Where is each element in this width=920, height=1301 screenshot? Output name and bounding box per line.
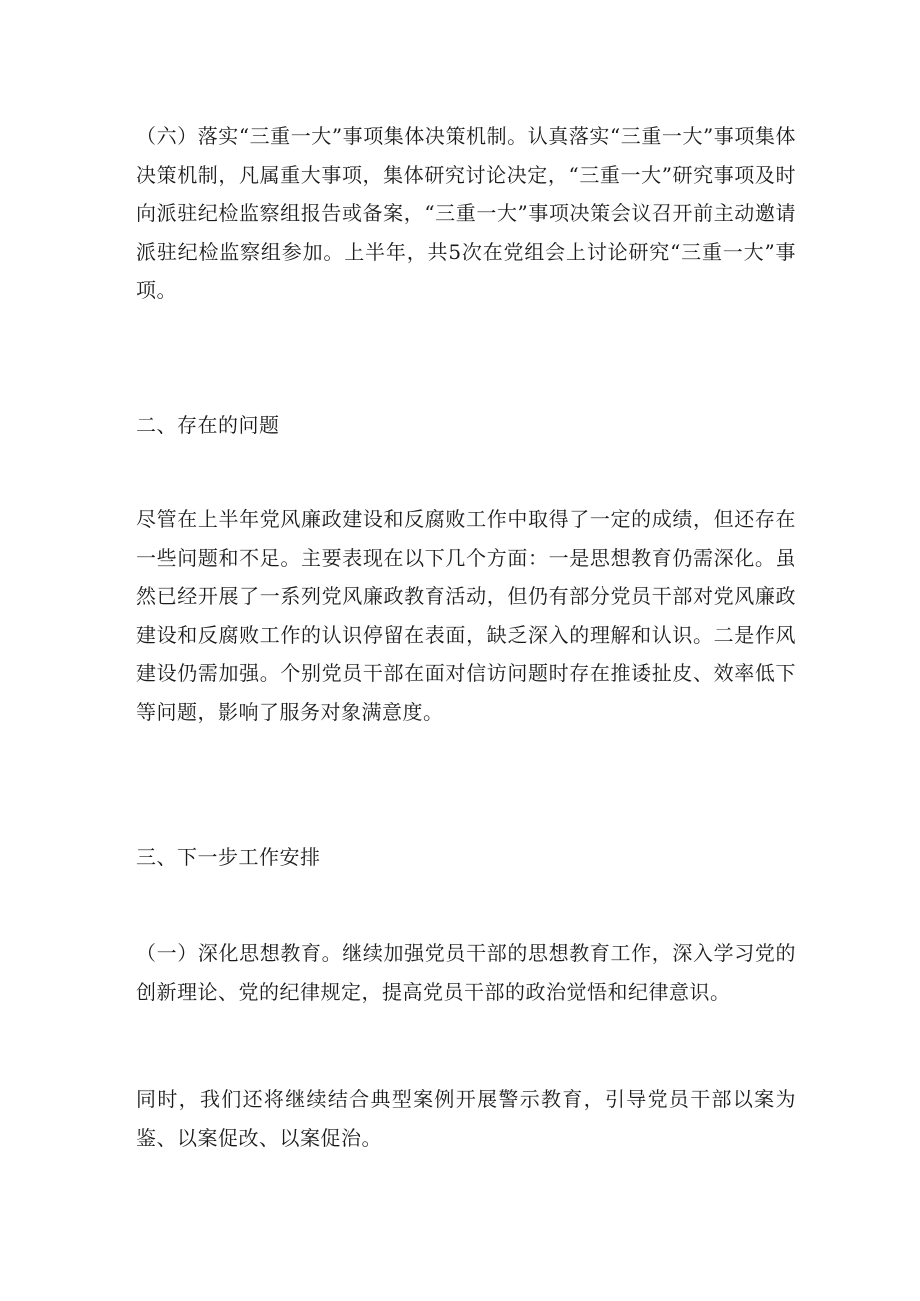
section-heading-existing-problems: 二、存在的问题 [136, 413, 280, 437]
paragraph-existing-problems: 尽管在上半年党风廉政建设和反腐败工作中取得了一定的成绩，但还存在一些问题和不足。主要表现在以下几个方面：一是思想教育仍需深化。虽然已经开展了一系列党风廉政教育活动，但仍有部分党员干部对党风廉政建设和反腐败工作的认识停留在表面，缺乏深入的理解和认识。二是作风建设仍需加强。个别党员干部在面对信访问题时存在推诿扯皮、效率低下等问题，影响了服务对象满意度。 [136, 507, 796, 724]
paragraph-deepen-education: （一）深化思想教育。继续加强党员干部的思想教育工作，深入学习党的创新理论、党的纪律规定，提高党员干部的政治觉悟和纪律意识。 [136, 941, 796, 1004]
section-heading-next-steps: 三、下一步工作安排 [136, 845, 321, 869]
paragraph-three-major-one-large: （六）落实“三重一大”事项集体决策机制。认真落实“三重一大”事项集体决策机制，凡属重大事项，集体研究讨论决定，“三重一大”研究事项及时向派驻纪检监察组报告或备案，“三重一大”事项决策会议召开前主动邀请派驻纪检监察组参加。上半年，共5次在党组会上讨论研究“三重一大”事项。 [136, 124, 796, 302]
paragraph-warning-education: 同时，我们还将继续结合典型案例开展警示教育，引导党员干部以案为鉴、以案促改、以案促治。 [136, 1087, 796, 1150]
